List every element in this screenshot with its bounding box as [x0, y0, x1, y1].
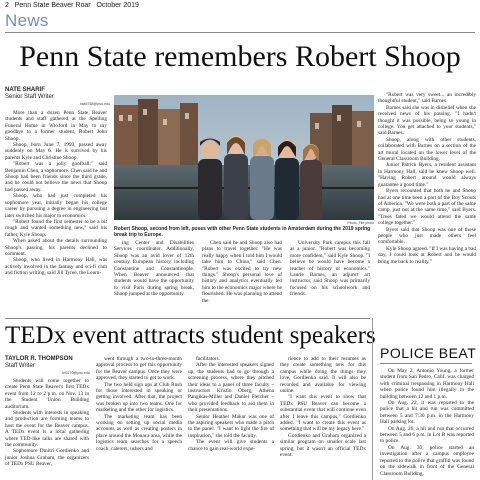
paragraph: Shoop, who had just completed his sophomore year, initially began his college career by pursuing a degree in engineering but later switched his major to economics.	[5, 193, 107, 219]
article2-author-email: trt5170@psu.edu	[62, 371, 90, 375]
paragraph: Byers recounted that both he and Shoop had at one time been a part of the Boy Scouts of America. "We were both a part of the same camp, just not at the same time," said Byers. "Trees fated we would attend the same college together."	[378, 188, 476, 227]
police-beat-column	[380, 368, 474, 480]
page-number: 2	[5, 2, 9, 9]
article2-column-1	[5, 378, 89, 480]
paragraph: Chen said he and Shoop also had plans to travel together. "He was really happy when I told him I would take him to China," said Chen. "Robert was excited to try new things." Shoop's personal love of history and analytics eventually led him to the economics major where he flourished. He was planning to attend the	[202, 240, 282, 304]
photo-credit: Photo: File photo	[347, 221, 374, 225]
photo-caption: Robert Shoop, second from left, poses with other Penn State students in Amsterdam during the 2019 spring break trip to Europe.	[114, 226, 371, 238]
article1-column-2	[114, 240, 194, 316]
paragraph: ing Center and Disabilities Services coordinator. Additionally, Shoop was an avid lover of 12th century European history including Constantine and Constantinople. When Beaver announced that students would have the opportunity to visit Paris during spring break, Shoop jumped at the opportunity.	[114, 240, 194, 298]
paragraph: Students with interests in speaking and production are forming teams to host the event for the Beaver campus. A TEDx event is a local gathering where TED-like talks are shared with the community.	[5, 410, 89, 449]
police-beat-divider	[380, 363, 472, 364]
paragraph: Senior Heather Makar was one of the aspiring speakers who made a pitch to the panel. "I want to light the fire of inspiration," she told the faculty.	[188, 413, 274, 439]
article2-author: TAYLOR R. THOMPSON	[5, 356, 73, 362]
paragraph: After the interested speakers signed up, the students had to go through a screening process, where they pitched their ideas to a panel of three faculty – instructors Kristin Oberg, Athena Pangikas-Miller and Daniel Fletcher – who provided feedback to aid them in their presentations.	[188, 362, 274, 414]
paragraph: Byers said that Shoop was one of those people who just made others feel comfortable.	[378, 226, 476, 246]
article2-byline	[5, 356, 90, 377]
paragraph: The marketing team has been working on setting up social media accounts as well as creating posters in place around the Monaca area, while the logistics team searches for a speech coach, caterers, ushers and	[96, 413, 182, 452]
police-item: On Aug. 26, a hit and run that occurred between 5 and 6 p.m. in Lot B was reported to police.	[380, 425, 474, 445]
paragraph: "I want this event to show that TEDx PSU Beaver can become a substantial event that will continue even after I leave this campus," Gordienko added. "I want to create this event as something that will be my legacy here."	[280, 394, 366, 433]
article2-column-2	[96, 356, 182, 480]
police-beat-title: POLICE BEAT	[380, 345, 477, 361]
paragraph: Kyle Shoop agreed. "If I was having a bad day, I could look at Robert and he would bring me back to reality."	[378, 245, 476, 265]
paragraph: rience to add to their resumes as they create something new for this campus while doing the things they love, Gordienko said. It will also be recorded and available for viewing online.	[280, 356, 366, 395]
article2-headline: TEDx event attracts student speakers	[5, 322, 376, 349]
article2-author-role: Staff Writer	[5, 363, 35, 369]
article2-column-4	[280, 356, 366, 480]
paragraph: "Robert found the first semester to be a bit rough and wanted something new," said his father, Kyle Shoop.	[5, 218, 107, 238]
police-item: On Aug. 30, police started an investigation after a campus employee reported to the police that graffiti was found on the sidewalk in front of the General Classroom Building.	[380, 444, 474, 477]
article1-column-1	[5, 110, 107, 316]
article1-byline	[5, 87, 110, 108]
police-item: On Aug. 22, it was reported to the police that a hit and run was committed between 5 and 7:30 p.m. in the Harmony Hall parking lot.	[380, 400, 474, 426]
article1-author-email: nas5758@psu.edu	[79, 102, 110, 106]
article1-author: NATE SHARIF	[5, 87, 45, 93]
article1-column-5	[378, 92, 476, 316]
paragraph: Sophomore Dmitri Gordienko and junior Joshua Graham, the organizers of TEDx PSU Beaver,	[5, 448, 89, 468]
article-divider	[5, 318, 370, 319]
paragraph: Gordienko and Graham organized a similar program on smaller scale last spring, but it wasn't an official TEDx event.	[280, 432, 366, 459]
issue-date: October 2019	[96, 2, 139, 9]
paragraph: Junior Patrick Byers, a resident assistant in Harmony Hall, said he knew Shoop well. "Having Robert around would always guarantee a good time."	[378, 162, 476, 188]
article1-headline: Penn State remembers Robert Shoop	[19, 40, 461, 73]
paragraph: More than a dozen Penn State Beaver students and staff gathered at the Spelling Funeral Home in Wexford in May to say goodbye to a former student, Robert John Shoop.	[5, 110, 107, 142]
publication-name: Penn State Beaver Roar	[14, 2, 91, 9]
police-item: On May 2, Antonio Young, a former student from San Pedro, Calif. was charged with criminal trespassing in Harmony Hall when police found him illegally in the building between 12 and 1 p.m.	[380, 368, 474, 400]
paragraph: Shoop, along with other students, collaborated with Barnes on a section of the art mural located on the lower level of the General Classroom Building.	[378, 136, 476, 163]
paragraph: facilitators.	[196, 356, 220, 362]
article1-author-role: Senior Staff Writer	[5, 94, 54, 100]
paragraph: University Park campus this fall as a junior. "Robert was becoming more confident," said Kyle Shoop. "I believe he would have become a teacher of history or economics." Laurie Barnes, an adjunct art instructor, said Shoop was primarily focused on his schoolwork and friends.	[290, 240, 370, 298]
paragraph: The event will give students a chance to gain real-world expe-	[188, 439, 274, 452]
header-divider	[5, 32, 475, 33]
article2-column-3	[188, 356, 274, 480]
paragraph: Shoop, born June 7, 1999, passed away suddenly on May 6. He is survived by his parents Kyle and Christine Shoop.	[5, 142, 107, 161]
article1-column-3	[202, 240, 282, 316]
paragraph: Barnes said she was in disbelief when she received news of his passing. "I hadn't thought it was possible, being so young in college. You get attached to your students," said Barnes.	[378, 104, 476, 137]
paragraph: went through a two-to-three-month approval process to get this opportunity for the Beaver campus. Once they were approved, they started to get to work.	[96, 356, 182, 382]
section-label: News	[5, 11, 49, 30]
article1-photo	[114, 95, 374, 220]
paragraph: Shoop, who lived in Harmony Hall, was actively involved in the fantasy and sci-fi club and fiction writing, said Jill Tyree, the Learn-	[5, 257, 107, 277]
paragraph: "Robert was a jolly goofball," said Benjamin Chen, a sophomore. Chen said he and Shoop had been friends since the third grade, and he could not believe the news that Shoop had passed away.	[5, 161, 107, 193]
article1-column-4	[290, 240, 370, 316]
page-header	[5, 2, 139, 9]
paragraph: The two held sign ups at Club Rush for those interested in speaking or getting involved. After that, the project was broken up into two teams. One for marketing and the other for logistics.	[96, 381, 182, 414]
paragraph: When asked about the details surrounding Shoop's passing, his parents declined to comment.	[5, 238, 107, 257]
paragraph: Students will come together to create Penn State Beaver's first TEDx event from 12 to 2 p.m. on Nov. 13 in the Student Union Building auditorium.	[5, 378, 89, 410]
paragraph: "Robert was very sweet... an incredibly thoughtful student," said Barnes.	[378, 92, 476, 105]
